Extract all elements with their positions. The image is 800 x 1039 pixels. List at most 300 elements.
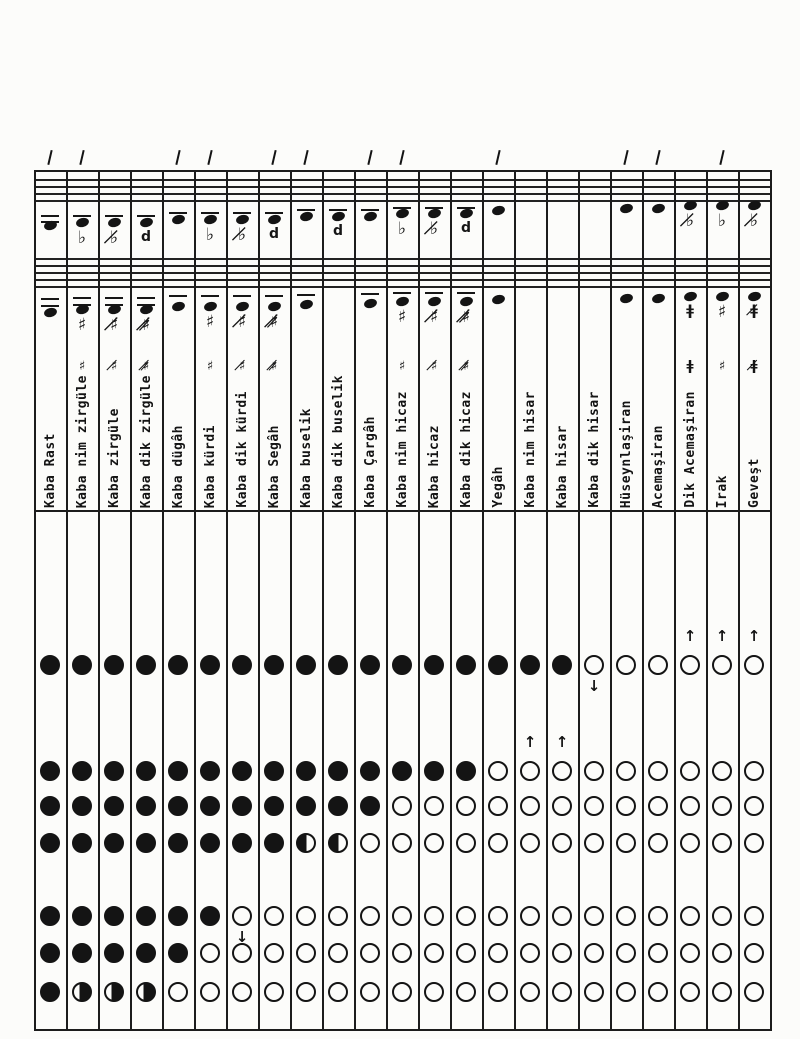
fingering-hole <box>104 943 124 963</box>
accidental-koma-sharp: ǂ <box>686 303 694 319</box>
fingering-hole <box>424 943 444 963</box>
accidental-flat: ♭ <box>77 228 87 248</box>
note-lower <box>363 297 378 309</box>
staff-line-lower <box>34 272 770 274</box>
column-divider <box>258 170 260 1031</box>
fingering-hole <box>456 906 476 926</box>
fingering-hole <box>392 761 412 781</box>
accidental-slashed-sharp: ♯̸ <box>237 312 247 332</box>
fingering-hole <box>456 796 476 816</box>
ledger-line <box>41 298 59 300</box>
fingering-hole <box>392 982 412 1002</box>
column-label-text: Kaba dügâh <box>170 424 186 508</box>
fingering-hole <box>584 982 604 1002</box>
column-divider <box>642 170 644 1031</box>
arrow-up-icon: ↑ <box>555 733 569 751</box>
column-label <box>34 356 66 508</box>
label-accidental-slashed-sharp: ♯̸ <box>238 359 246 374</box>
column-divider <box>386 170 388 1031</box>
note-lower <box>619 292 634 304</box>
column-divider <box>706 170 708 1031</box>
column-label <box>290 356 322 508</box>
fingering-hole <box>488 943 508 963</box>
fingering-hole <box>328 796 348 816</box>
label-accidental-koma-sharp: ǂ <box>686 359 694 374</box>
column-label <box>578 356 610 508</box>
column-label <box>130 356 162 508</box>
fingering-hole <box>392 906 412 926</box>
fingering-hole <box>712 982 732 1002</box>
fingering-hole <box>72 655 92 675</box>
column-label <box>418 356 450 508</box>
fingering-hole <box>392 796 412 816</box>
fingering-hole <box>328 655 348 675</box>
fingering-hole <box>648 796 668 816</box>
fingering-hole <box>584 761 604 781</box>
column-label <box>450 356 482 508</box>
note-upper <box>107 216 122 228</box>
accidental-koma-flat: d <box>332 223 344 239</box>
note-upper <box>139 216 154 228</box>
fingering-hole <box>648 943 668 963</box>
accidental-double-slashed-sharp: ♯̸̷ <box>141 315 151 335</box>
fingering-hole <box>296 906 316 926</box>
fingering-hole <box>552 943 572 963</box>
fingering-hole <box>72 761 92 781</box>
ledger-line <box>425 292 443 294</box>
ledger-line <box>297 294 315 296</box>
ledger-line <box>41 215 59 217</box>
note-upper <box>171 213 186 225</box>
note-lower <box>395 295 410 307</box>
column-divider <box>674 170 676 1031</box>
fingering-hole <box>328 982 348 1002</box>
note-upper <box>235 213 250 225</box>
note-lower <box>203 300 218 312</box>
column-divider <box>770 170 772 1031</box>
label-accidental-double-slashed-sharp: ♯̸̷ <box>142 359 150 374</box>
note-upper <box>75 216 90 228</box>
label-accidental-double-slashed-sharp: ♯̸̷ <box>462 359 470 374</box>
fingering-hole <box>424 796 444 816</box>
accidental-slashed-flat: ♭̸ <box>749 211 759 231</box>
table-top-border <box>34 170 772 172</box>
fingering-hole <box>616 833 636 853</box>
note-upper <box>299 210 314 222</box>
fingering-hole <box>488 655 508 675</box>
column-divider <box>482 170 484 1031</box>
fingering-hole <box>584 943 604 963</box>
fingering-hole <box>296 796 316 816</box>
column-label <box>66 356 98 508</box>
fingering-hole <box>456 943 476 963</box>
fingering-hole <box>360 982 380 1002</box>
fingering-hole <box>104 906 124 926</box>
fingering-hole <box>264 655 284 675</box>
arrow-up-icon: ↑ <box>715 627 729 645</box>
fingering-hole <box>136 906 156 926</box>
accidental-slashed-flat: ♭̸ <box>237 225 247 245</box>
column-label-text: Kaba Rast <box>42 433 58 508</box>
fingering-hole <box>552 796 572 816</box>
column-label-text: Acemaşiran <box>650 424 666 508</box>
column-label <box>610 356 642 508</box>
fingering-hole <box>232 833 252 853</box>
fingering-hole <box>648 982 668 1002</box>
accidental-sharp: ♯ <box>397 307 407 327</box>
staff-line-upper <box>34 193 770 195</box>
column-label-text: Kaba nim hisar <box>522 391 538 508</box>
fingering-hole <box>680 982 700 1002</box>
label-accidental-slashed-sharp: ♯̸ <box>110 359 118 374</box>
fingering-hole <box>680 655 700 675</box>
arrow-down-icon: ↓ <box>235 928 249 946</box>
column-label-text: Kaba dik zirgüle <box>138 374 154 508</box>
accidental-koma-flat: d <box>140 229 152 245</box>
fingering-hole <box>680 761 700 781</box>
fingering-hole <box>200 761 220 781</box>
fingering-hole <box>744 833 764 853</box>
column-label <box>546 356 578 508</box>
fingering-hole <box>328 761 348 781</box>
fingering-hole <box>136 796 156 816</box>
fingering-hole <box>168 906 188 926</box>
fingering-hole <box>552 761 572 781</box>
note-lower <box>43 306 58 318</box>
fingering-hole <box>136 943 156 963</box>
column-label <box>642 356 674 508</box>
arrow-up-icon: ↑ <box>683 627 697 645</box>
accidental-double-slashed-sharp: ♯̸̷ <box>269 312 279 332</box>
tick-mark-icon <box>271 150 277 165</box>
fingering-hole <box>584 833 604 853</box>
column-label <box>354 356 386 508</box>
ledger-line <box>73 297 91 299</box>
ledger-line <box>41 305 59 307</box>
fingering-hole <box>648 906 668 926</box>
ledger-line <box>137 297 155 299</box>
fingering-hole <box>136 761 156 781</box>
column-divider <box>546 170 548 1031</box>
accidental-slashed-flat: ♭̸ <box>429 219 439 239</box>
fingering-hole <box>360 906 380 926</box>
fingering-hole <box>648 761 668 781</box>
staff-line-upper <box>34 179 770 181</box>
fingering-hole <box>232 761 252 781</box>
ledger-line <box>169 295 187 297</box>
fingering-hole <box>40 906 60 926</box>
fingering-hole <box>712 655 732 675</box>
fingering-hole <box>520 943 540 963</box>
arrow-down-icon: ↓ <box>587 677 601 695</box>
fingering-hole <box>616 655 636 675</box>
fingering-hole <box>328 833 348 853</box>
fingering-hole <box>168 833 188 853</box>
fingering-hole <box>72 982 92 1002</box>
column-label <box>706 356 738 508</box>
column-label-text: Kaba Segâh <box>266 424 282 508</box>
fingering-hole <box>104 982 124 1002</box>
fingering-hole <box>616 982 636 1002</box>
column-label <box>674 356 706 508</box>
column-label-text: Irak <box>714 474 730 508</box>
column-label-text: Kaba dik hisar <box>586 391 602 508</box>
label-accidental-sharp: ♯ <box>718 359 726 374</box>
note-upper <box>331 210 346 222</box>
label-accidental-slashed-sharp: ♯̸ <box>430 359 438 374</box>
column-divider <box>66 170 68 1031</box>
fingering-hole <box>456 761 476 781</box>
column-label <box>738 356 770 508</box>
fingering-hole <box>712 796 732 816</box>
column-label-text: Kaba hisar <box>554 424 570 508</box>
staff-line-lower <box>34 279 770 281</box>
fingering-hole <box>72 833 92 853</box>
accidental-koma-flat: d <box>460 220 472 236</box>
tick-mark-icon <box>719 150 725 165</box>
note-upper <box>363 210 378 222</box>
accidental-flat: ♭ <box>717 211 727 231</box>
fingering-hole <box>360 761 380 781</box>
fingering-hole <box>520 796 540 816</box>
fingering-hole <box>680 833 700 853</box>
fingering-hole <box>680 943 700 963</box>
fingering-hole <box>744 906 764 926</box>
ledger-line <box>393 292 411 294</box>
column-label-text: Kaba zirgüle <box>106 408 122 508</box>
ledger-line <box>105 297 123 299</box>
label-accidental-slashed-koma-sharp: ǂ̸ <box>750 359 758 374</box>
note-lower <box>267 300 282 312</box>
staff-line-lower <box>34 265 770 267</box>
fingering-hole <box>264 761 284 781</box>
fingering-hole <box>360 796 380 816</box>
column-label <box>514 356 546 508</box>
fingering-hole <box>616 943 636 963</box>
label-row-divider <box>34 510 772 512</box>
note-upper <box>267 213 282 225</box>
fingering-hole <box>200 943 220 963</box>
tick-mark-icon <box>495 150 501 165</box>
column-label-text: Kaba Çargâh <box>362 416 378 508</box>
column-divider <box>226 170 228 1031</box>
fingering-hole <box>616 796 636 816</box>
note-lower <box>683 290 698 302</box>
fingering-hole <box>72 943 92 963</box>
fingering-hole <box>392 833 412 853</box>
tick-mark-icon <box>655 150 661 165</box>
accidental-koma-flat: d <box>268 226 280 242</box>
fingering-hole <box>40 761 60 781</box>
accidental-flat: ♭ <box>397 219 407 239</box>
fingering-hole <box>232 796 252 816</box>
fingering-hole <box>520 982 540 1002</box>
column-label-text: Kaba dik kürdi <box>234 391 250 508</box>
fingering-hole <box>712 906 732 926</box>
fingering-hole <box>168 982 188 1002</box>
column-label <box>162 356 194 508</box>
note-lower <box>715 290 730 302</box>
ledger-line <box>457 292 475 294</box>
fingering-hole <box>520 761 540 781</box>
staff-line-upper <box>34 186 770 188</box>
ledger-line <box>361 293 379 295</box>
fingering-hole <box>232 982 252 1002</box>
fingering-hole <box>296 655 316 675</box>
fingering-hole <box>584 655 604 675</box>
note-lower <box>299 298 314 310</box>
accidental-double-slashed-sharp: ♯̸̷ <box>461 307 471 327</box>
column-divider <box>578 170 580 1031</box>
label-accidental-sharp: ♯ <box>78 359 86 374</box>
column-label <box>98 356 130 508</box>
fingering-hole <box>72 796 92 816</box>
column-divider <box>322 170 324 1031</box>
fingering-hole <box>712 833 732 853</box>
column-divider <box>610 170 612 1031</box>
fingering-hole <box>712 943 732 963</box>
fingering-hole <box>40 982 60 1002</box>
column-divider <box>450 170 452 1031</box>
column-divider <box>514 170 516 1031</box>
fingering-hole <box>104 796 124 816</box>
staff-line-upper <box>34 200 770 202</box>
note-lower <box>427 295 442 307</box>
fingering-hole <box>520 906 540 926</box>
fingering-hole <box>104 655 124 675</box>
fingering-hole <box>40 655 60 675</box>
note-upper <box>395 207 410 219</box>
staff-line-lower <box>34 258 770 260</box>
tick-mark-icon <box>47 150 53 165</box>
arrow-up-icon: ↑ <box>747 627 761 645</box>
column-divider <box>194 170 196 1031</box>
ledger-line <box>329 209 347 211</box>
fingering-hole <box>392 655 412 675</box>
fingering-hole <box>744 796 764 816</box>
column-label-text: Geveşt <box>746 458 762 508</box>
fingering-hole <box>488 906 508 926</box>
column-divider <box>34 170 36 1031</box>
note-lower <box>651 292 666 304</box>
label-accidental-double-slashed-sharp: ♯̸̷ <box>270 359 278 374</box>
fingering-hole <box>168 655 188 675</box>
fingering-hole <box>232 655 252 675</box>
label-accidental-sharp: ♯ <box>398 359 406 374</box>
tick-mark-icon <box>207 150 213 165</box>
fingering-hole <box>552 833 572 853</box>
column-divider <box>354 170 356 1031</box>
ledger-line <box>233 295 251 297</box>
column-divider <box>418 170 420 1031</box>
fingering-hole <box>264 833 284 853</box>
fingering-hole <box>744 982 764 1002</box>
accidental-flat: ♭ <box>205 225 215 245</box>
accidental-sharp: ♯ <box>77 315 87 335</box>
fingering-hole <box>584 796 604 816</box>
accidental-sharp: ♯ <box>205 312 215 332</box>
fingering-hole <box>648 655 668 675</box>
fingering-hole <box>296 943 316 963</box>
note-lower <box>235 300 250 312</box>
fingering-hole <box>424 982 444 1002</box>
fingering-hole <box>232 943 252 963</box>
fingering-hole <box>168 943 188 963</box>
fingering-hole <box>40 796 60 816</box>
fingering-hole <box>520 833 540 853</box>
fingering-hole <box>584 906 604 926</box>
fingering-hole <box>488 796 508 816</box>
fingering-hole <box>456 833 476 853</box>
ledger-line <box>361 209 379 211</box>
ledger-line <box>201 212 219 214</box>
accidental-slashed-koma-sharp: ǂ̸ <box>750 303 758 319</box>
fingering-hole <box>392 943 412 963</box>
column-label-text: Dik Acemaşiran <box>682 391 698 508</box>
fingering-hole <box>744 943 764 963</box>
fingering-hole <box>72 906 92 926</box>
ledger-line <box>265 295 283 297</box>
note-upper <box>491 204 506 216</box>
note-lower <box>491 293 506 305</box>
column-label <box>482 356 514 508</box>
fingering-hole <box>264 982 284 1002</box>
column-label <box>194 356 226 508</box>
fingering-hole <box>168 796 188 816</box>
column-divider <box>130 170 132 1031</box>
staff-line-lower <box>34 286 770 288</box>
column-divider <box>290 170 292 1031</box>
column-label <box>386 356 418 508</box>
accidental-sharp: ♯ <box>717 302 727 322</box>
fingering-hole <box>424 761 444 781</box>
note-upper <box>459 207 474 219</box>
fingering-hole <box>296 982 316 1002</box>
accidental-slashed-flat: ♭̸ <box>685 211 695 231</box>
fingering-hole <box>744 761 764 781</box>
column-label <box>226 356 258 508</box>
table-bottom-border <box>34 1029 772 1031</box>
fingering-hole <box>168 761 188 781</box>
fingering-hole <box>200 833 220 853</box>
ledger-line <box>73 215 91 217</box>
ledger-line <box>265 212 283 214</box>
ledger-line <box>169 212 187 214</box>
fingering-hole <box>200 655 220 675</box>
fingering-hole <box>552 982 572 1002</box>
note-lower <box>171 300 186 312</box>
fingering-hole <box>264 906 284 926</box>
column-divider <box>98 170 100 1031</box>
column-label-text: Kaba dik hicaz <box>458 391 474 508</box>
fingering-hole <box>360 833 380 853</box>
fingering-hole <box>712 761 732 781</box>
fingering-hole <box>488 833 508 853</box>
note-upper <box>619 202 634 214</box>
fingering-hole <box>360 655 380 675</box>
fingering-hole <box>200 796 220 816</box>
arrow-up-icon: ↑ <box>523 733 537 751</box>
fingering-hole <box>136 833 156 853</box>
column-label-text: Kaba hicaz <box>426 424 442 508</box>
ledger-line <box>297 209 315 211</box>
fingering-hole <box>264 796 284 816</box>
note-lower <box>459 295 474 307</box>
fingering-hole <box>104 833 124 853</box>
tick-mark-icon <box>399 150 405 165</box>
fingering-hole <box>616 761 636 781</box>
column-label-text: Kaba nim zirgüle <box>74 374 90 508</box>
